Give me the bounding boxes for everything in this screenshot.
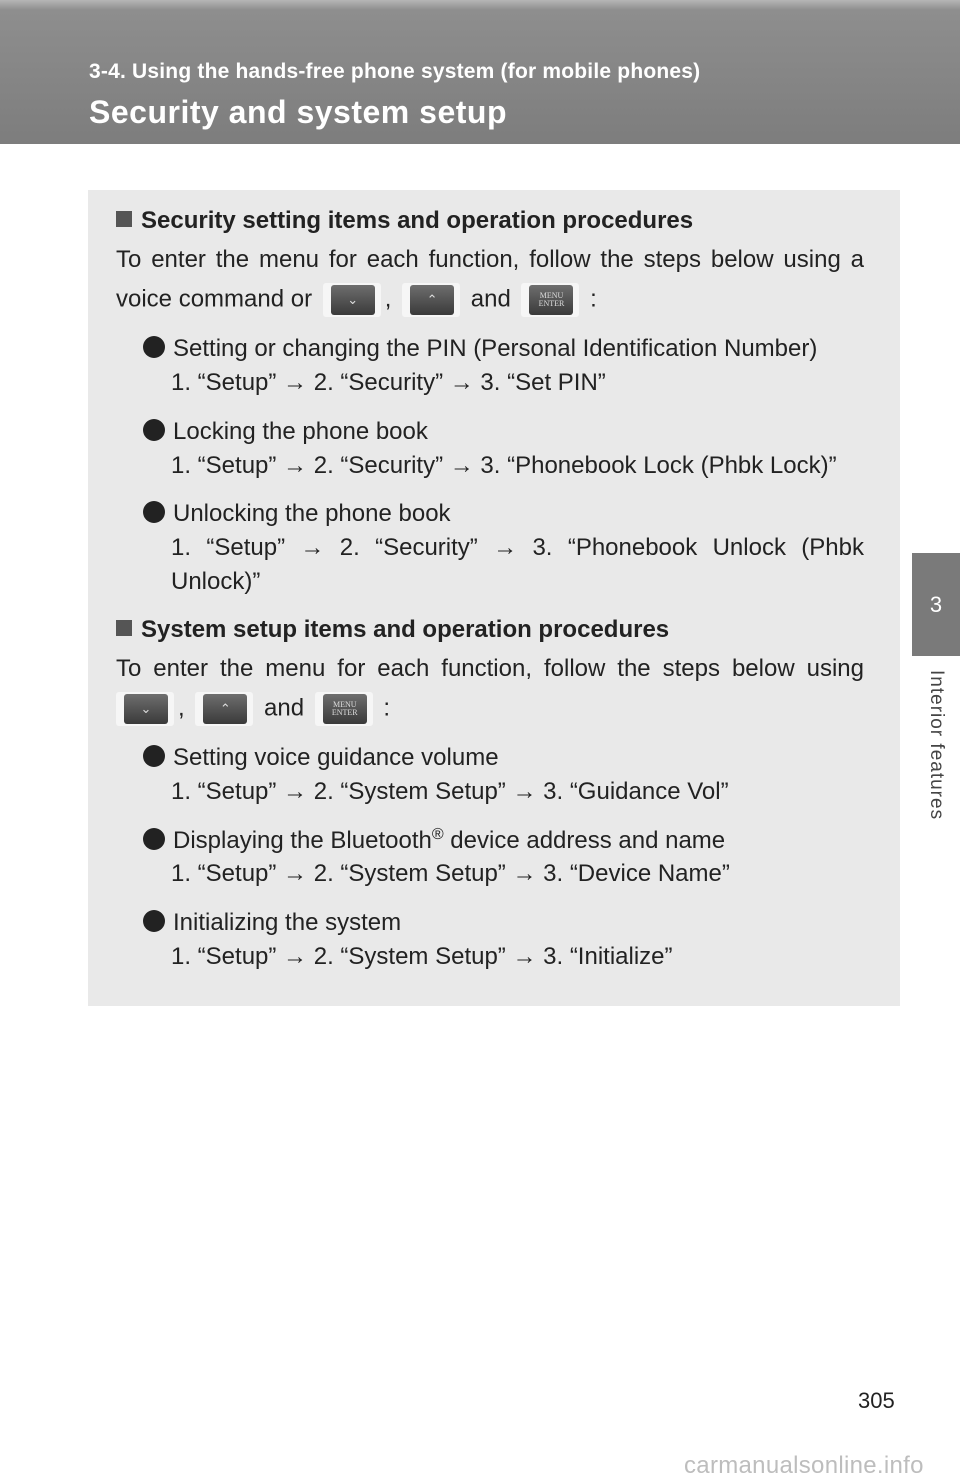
square-bullet-icon [116, 620, 132, 636]
chapter-tab [912, 553, 960, 656]
menu-enter-button-icon: MENU ENTER [521, 283, 579, 317]
list-item-title: Initializing the system [143, 909, 401, 937]
bullet-icon [143, 419, 165, 441]
list-item-title: Locking the phone book [143, 418, 428, 446]
square-bullet-icon [116, 211, 132, 227]
list-item-title: Setting or changing the PIN (Personal Identification Number) [143, 335, 817, 363]
system-intro-line1: To enter the menu for each function, follow the steps below using [116, 655, 864, 682]
bullet-icon [143, 336, 165, 358]
security-intro-line2: voice command or ⌄ , ⌃ and MENU ENTER : [116, 283, 597, 317]
chapter-label: Interior features [926, 670, 947, 821]
bullet-icon [143, 828, 165, 850]
bullet-icon [143, 910, 165, 932]
section-label: 3-4. Using the hands-free phone system (for mobile phones) [89, 60, 701, 83]
list-item-steps: 1. “Setup” → 2. “Security” → 3. “Set PIN” [171, 369, 606, 396]
menu-enter-button-icon: MENU ENTER [315, 692, 373, 726]
up-button-icon: ⌃ [402, 283, 460, 317]
list-item-steps: 1. “Setup” → 2. “Security” → 3. “Phonebook Lock (Phbk Lock)” [171, 452, 837, 479]
list-item-steps: 1. “Setup” → 2. “System Setup” → 3. “Initialize” [171, 943, 673, 970]
page-number: 305 [858, 1388, 895, 1413]
chapter-number: 3 [929, 591, 943, 617]
security-intro-line1: To enter the menu for each function, follow the steps below using a [116, 246, 864, 273]
list-item-steps: 1. “Setup” → 2. “System Setup” → 3. “Device Name” [171, 860, 730, 887]
up-button-icon: ⌃ [195, 692, 253, 726]
list-item-title: Setting voice guidance volume [143, 744, 499, 772]
list-item-title: Displaying the Bluetooth® device address and name [143, 826, 725, 855]
list-item-steps-continued: Unlock)” [171, 568, 261, 595]
list-item-steps: 1. “Setup” → 2. “Security” → 3. “Phonebook Unlock (Phbk [171, 534, 864, 561]
security-heading: Security setting items and operation procedures [116, 207, 693, 235]
list-item-title: Unlocking the phone book [143, 500, 451, 528]
down-button-icon: ⌄ [116, 692, 174, 726]
content-box [88, 190, 900, 1006]
system-heading: System setup items and operation procedures [116, 616, 669, 644]
list-item-steps: 1. “Setup” → 2. “System Setup” → 3. “Guidance Vol” [171, 778, 729, 805]
system-intro-line2: ⌄ , ⌃ and MENU ENTER : [112, 692, 390, 726]
page-title: Security and system setup [89, 94, 507, 130]
page-header [0, 0, 960, 144]
bullet-icon [143, 501, 165, 523]
down-button-icon: ⌄ [323, 283, 381, 317]
watermark: carmanualsonline.info [684, 1452, 924, 1479]
bullet-icon [143, 745, 165, 767]
